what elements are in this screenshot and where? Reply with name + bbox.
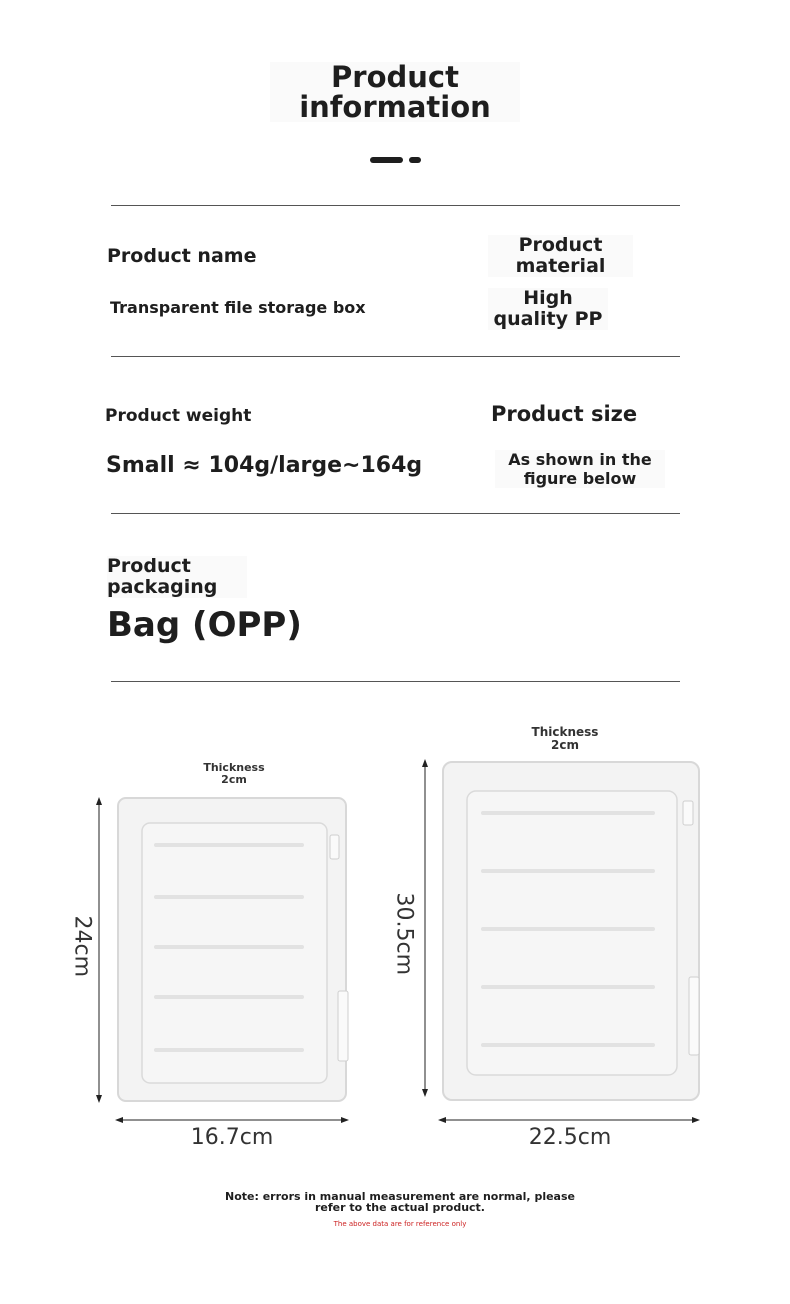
- product-packaging-label: Product packaging: [107, 556, 247, 598]
- divider: [111, 205, 680, 206]
- measurement-note: Note: errors in manual measurement are normal, please refer to the actual product.: [225, 1190, 575, 1214]
- title-underline-dot: [409, 157, 421, 163]
- small-height-label: 24cm: [69, 915, 95, 978]
- large-box-illustration: [415, 757, 707, 1107]
- small-box-illustration: [90, 795, 360, 1115]
- small-thickness-value: 2cm: [221, 773, 247, 786]
- divider: [111, 513, 680, 514]
- title-underline-dash: [370, 157, 403, 163]
- product-weight-label: Product weight: [105, 406, 252, 426]
- divider: [111, 681, 680, 682]
- product-weight-value: Small ≈ 104g/large~164g: [106, 453, 423, 478]
- product-name-label: Product name: [107, 245, 257, 267]
- large-thickness-label: Thickness: [531, 725, 599, 739]
- small-width-label: 16.7cm: [190, 1125, 274, 1150]
- product-packaging-value: Bag (OPP): [107, 605, 302, 645]
- small-thickness-label: Thickness: [203, 761, 265, 774]
- product-material-label: Product material: [488, 235, 633, 277]
- product-name-value: Transparent file storage box: [110, 298, 366, 317]
- large-width-label: 22.5cm: [528, 1125, 612, 1150]
- divider: [111, 356, 680, 357]
- large-height-label: 30.5cm: [391, 892, 417, 976]
- product-size-value: As shown in the figure below: [495, 450, 665, 488]
- large-thickness-value: 2cm: [551, 738, 579, 752]
- product-material-value: High quality PP: [488, 288, 608, 330]
- product-size-label: Product size: [491, 402, 638, 426]
- reference-note: The above data are for reference only: [333, 1220, 467, 1228]
- page-title: Product information: [270, 62, 520, 122]
